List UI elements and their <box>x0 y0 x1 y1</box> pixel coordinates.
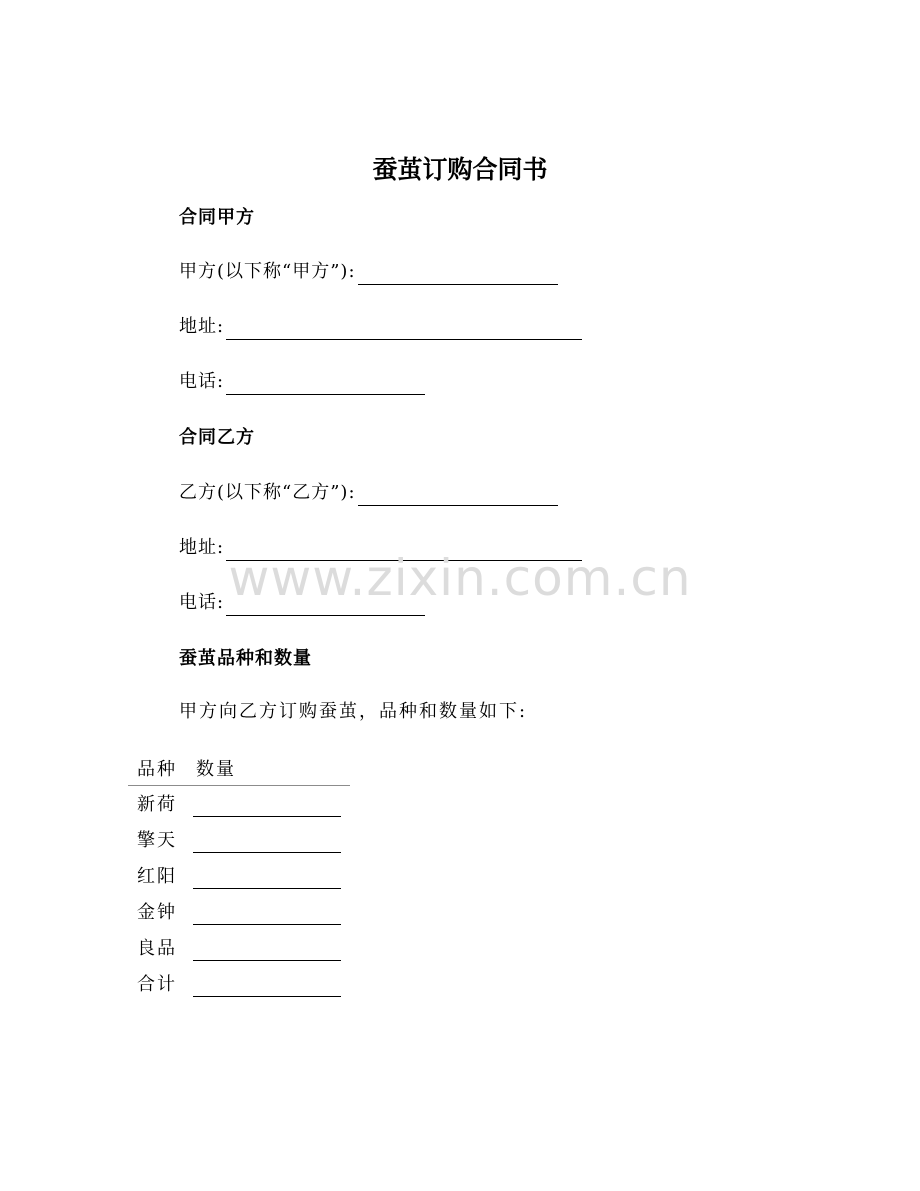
table-row <box>128 858 350 894</box>
quantity-blank[interactable] <box>193 888 341 889</box>
party-b-address-label: 地址: <box>179 537 225 558</box>
party-a-name-field <box>179 259 558 285</box>
quantity-blank[interactable] <box>193 996 341 997</box>
varieties-heading: 蚕茧品种和数量 <box>179 648 312 669</box>
table-row <box>128 966 350 1002</box>
table-row <box>128 930 350 966</box>
party-b-heading: 合同乙方 <box>179 427 255 448</box>
watermark: www.zixin.com.cn <box>228 549 692 607</box>
party-b-phone-label: 电话: <box>179 592 225 613</box>
quantity-blank[interactable] <box>193 924 341 925</box>
party-a-heading: 合同甲方 <box>179 207 255 228</box>
variety-name: 良品 <box>137 938 177 959</box>
table-header-quantity: 数量 <box>196 759 236 780</box>
table-header-variety: 品种 <box>137 759 177 780</box>
table-row <box>128 822 350 858</box>
variety-name: 红阳 <box>137 866 177 887</box>
party-b-name-field <box>179 480 558 506</box>
variety-name: 新荷 <box>137 794 177 815</box>
party-a-name-label: 甲方(以下称“甲方”): <box>179 261 356 282</box>
table-row <box>128 786 350 822</box>
varieties-table <box>128 757 350 1002</box>
variety-name: 金钟 <box>137 902 177 923</box>
party-a-phone-blank[interactable] <box>226 372 425 395</box>
quantity-blank[interactable] <box>193 816 341 817</box>
party-a-address-field <box>179 314 582 340</box>
party-b-name-label: 乙方(以下称“乙方”): <box>179 482 356 503</box>
varieties-intro: 甲方向乙方订购蚕茧，品种和数量如下: <box>179 701 528 722</box>
party-b-name-blank[interactable] <box>358 483 558 506</box>
variety-name: 擎天 <box>137 830 177 851</box>
party-a-address-label: 地址: <box>179 316 225 337</box>
party-a-name-blank[interactable] <box>358 262 558 285</box>
party-a-address-blank[interactable] <box>226 317 582 340</box>
variety-name: 合计 <box>137 974 177 995</box>
table-header-row <box>128 757 350 786</box>
quantity-blank[interactable] <box>193 852 341 853</box>
party-a-phone-field <box>179 369 425 395</box>
document-title: 蚕茧订购合同书 <box>372 155 548 184</box>
party-a-phone-label: 电话: <box>179 371 225 392</box>
quantity-blank[interactable] <box>193 960 341 961</box>
table-row <box>128 894 350 930</box>
